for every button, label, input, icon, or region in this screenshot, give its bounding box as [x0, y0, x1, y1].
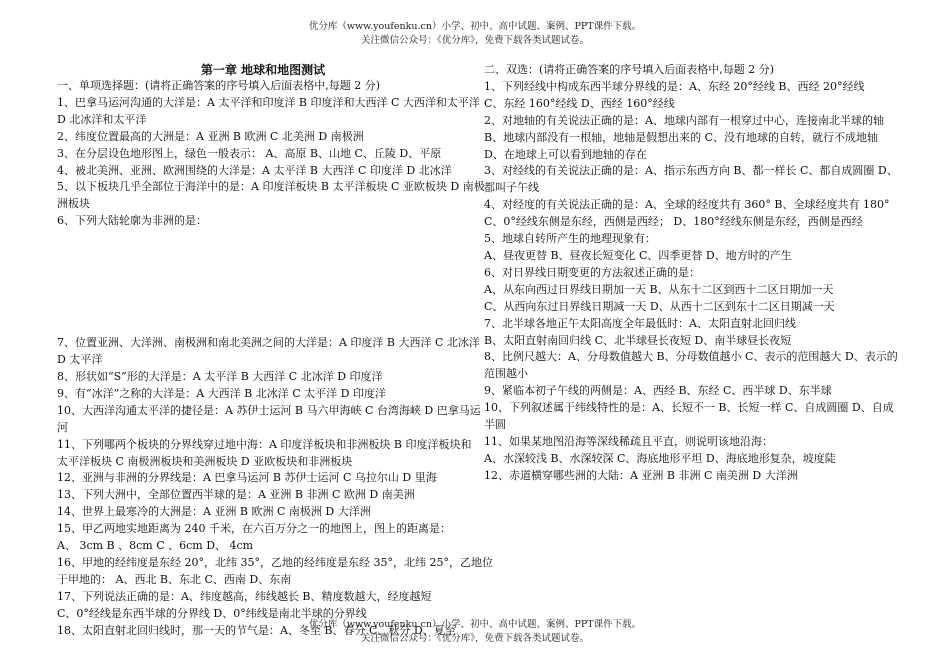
text-line: 河: [57, 420, 68, 434]
text-line: A、昼夜更替 B、昼夜长短变化 C、四季更替 D、地方时的产生: [484, 248, 792, 262]
text-line: 10、大西洋沟通太平洋的捷径是：A 苏伊士运河 B 马六甲海峡 C 台湾海峡 D 巴拿马运: [57, 403, 481, 417]
footer-line-1: 优分库（www.youfenku.cn）小学、初中、高中试题、案例、PPT课件下载。: [308, 619, 642, 630]
text-line: 8、形状如“S”形的大洋是：A 太平洋 B 大西洋 C 北冰洋 D 印度洋: [57, 369, 383, 383]
text-line: A、从东向西过日界线日期加一天 B、从东十二区到西十二区日期加一天: [484, 282, 834, 296]
text-line: 12、赤道横穿哪些洲的大陆：A 亚洲 B 非洲 C 南美洲 D 大洋洲: [484, 468, 798, 482]
text-line: 7、位置亚洲、大洋洲、南极洲和南北美洲之间的大洋是：A 印度洋 B 大西洋 C 北冰洋: [57, 336, 480, 350]
text-line: D 北冰洋和太平洋: [57, 112, 147, 126]
text-line: 2、对地轴的有关说法正确的是：A、地球内部有一根穿过中心，连接南北半球的轴: [484, 113, 884, 127]
text-line: 4、对经度的有关说法正确的是：A、全球的经度共有 360° B、全球经度共有 180°: [484, 198, 890, 212]
text-line: 11、如果某地图沿海等深线稀疏且平直，则说明该地沿海：: [484, 434, 773, 448]
text-line: 3、对经线的有关说法正确的是：A、指示东西方向 B、都一样长 C、都自成圆圈 D、: [484, 164, 898, 178]
text-line: A、水深较浅 B、水深较深 C、海底地形平坦 D、海底地形复杂，坡度陡: [484, 451, 836, 465]
text-line: 5、以下板块几乎全部位于海洋中的是：A 印度洋板块 B 太平洋板块 C 亚欧板块 D 南极: [57, 180, 485, 194]
page-footer: [0, 618, 950, 646]
text-line: 11、下列哪两个板块的分界线穿过地中海：A 印度洋板块和非洲板块 B 印度洋板块和: [57, 437, 472, 451]
text-line: 范围越小: [484, 367, 528, 381]
text-line: 一、单项选择题：(请将正确答案的序号填入后面表格中,每题 2 分): [57, 79, 381, 92]
text-line: 2、纬度位置最高的大洲是：A 亚洲 B 欧洲 C 北美洲 D 南极洲: [57, 129, 364, 143]
text-line: 6、对日界线日期变更的方法叙述正确的是：: [484, 265, 700, 279]
text-line: 9、紧临本初子午线的两侧是：A、西经 B、东经 C、西半球 D、东半球: [484, 384, 832, 398]
page-title: 第一章 地球和地图测试: [200, 63, 326, 77]
text-line: 太平洋板块 C 南极洲板块和美洲板块 D 亚欧板块和非洲板块: [57, 454, 353, 468]
text-line: 18、太阳直射北回归线时，那一天的节气是：A、冬至 B、春分 C、秋分 D、夏至: [57, 623, 456, 637]
text-line: 12、亚洲与非洲的分界线是：A 巴拿马运河 B 苏伊士运河 C 乌拉尔山 D 里海: [57, 471, 437, 485]
text-line: 1、下列经线中构成东西半球分界线的是：A、东经 20°经线 B、西经 20°经线: [484, 79, 865, 93]
text-line: 17、下列说法正确的是：A、纬度越高，纬线越长 B、精度数越大，经度越短: [57, 589, 432, 603]
text-line: C、从西向东过日界线日期减一天 D、从西十二区到东十二区日期减一天: [484, 299, 835, 313]
footer-line-2: 关注微信公众号：《优分库》，免费下载各类试题试卷。: [360, 633, 589, 644]
text-line: 4、被北美洲、亚洲、欧洲围绕的大洋是：A 太平洋 B 大西洋 C 印度洋 D 北冰洋: [57, 163, 452, 177]
header-line-1: 优分库（www.youfenku.cn）小学、初中、高中试题、案例、PPT课件下载。: [308, 21, 642, 32]
text-line: C、东经 160°经线 D、西经 160°经线: [484, 96, 675, 110]
text-line: B、地球内部没有一根轴，地轴是假想出来的 C、没有地球的自转，就行不成地轴: [484, 130, 878, 144]
text-line: A、 3cm B 、8cm C 、6cm D、 4cm: [57, 539, 254, 553]
text-line: 15、甲乙两地实地距离为 240 千米，在六百万分之一的地图上，图上的距离是：: [57, 522, 451, 536]
text-line: 半圆: [484, 418, 506, 432]
page-header: [0, 20, 950, 48]
text-line: 二、双选：(请将正确答案的序号填入后面表格中,每题 2 分): [484, 63, 775, 76]
text-line: 5、地球自转所产生的地理现象有：: [484, 232, 656, 246]
text-line: 1、巴拿马运河沟通的大洋是：A 太平洋和印度洋 B 印度洋和大西洋 C 大西洋和太平洋: [57, 95, 480, 109]
text-line: 8、比例尺越大：A、分母数值越大 B、分母数值越小 C、表示的范围越大 D、表示的: [484, 350, 898, 364]
text-line: 10、下列叙述属于纬线特性的是：A、长短不一 B、长短一样 C、自成圆圈 D、自成: [484, 401, 894, 415]
text-line: 7、北半球各地正午太阳高度全年最低时：A、太阳直射北回归线: [484, 316, 796, 330]
text-line: 于甲地的： A、西北 B、东北 C、西南 D、东南: [57, 572, 292, 586]
text-line: 9、有“冰洋”之称的大洋是：A 大西洋 B 北冰洋 C 太平洋 D 印度洋: [57, 386, 386, 400]
text-line: 6、下列大陆轮廓为非洲的是：: [57, 214, 207, 228]
right-column: [484, 62, 900, 485]
text-line: D 太平洋: [57, 353, 103, 367]
header-line-2: 关注微信公众号：《优分库》，免费下载各类试题试卷。: [360, 35, 589, 46]
text-line: 14、世界上最寒冷的大洲是：A 亚洲 B 欧洲 C 南极洲 D 大洋洲: [57, 505, 371, 519]
text-line: C、0°经线东侧是东经，西侧是西经； D、180°经线东侧是东经，西侧是西经: [484, 215, 863, 229]
text-line: 3、在分层设色地形图上，绿色一般表示： A、高原 B、山地 C、丘陵 D、平原: [57, 146, 442, 160]
text-line: 13、下列大洲中，全部位置西半球的是：A 亚洲 B 非洲 C 欧洲 D 南美洲: [57, 488, 415, 502]
text-line: 16、甲地的经纬度是东经 20°，北纬 35°，乙地的经纬度是东经 35°，北纬 25°，乙地位: [57, 555, 493, 569]
map-image-area: [57, 230, 469, 335]
text-line: 洲板块: [57, 197, 90, 211]
text-line: 都叫子午线: [484, 181, 539, 195]
text-line: C、0°经线是东西半球的分界线 D、0°纬线是南北半球的分界线: [57, 606, 367, 620]
right-lines: [484, 62, 900, 485]
text-line: D、在地球上可以看到地轴的存在: [484, 147, 647, 161]
text-line: B、太阳直射南回归线 C、北半球昼长夜短 D、南半球昼长夜短: [484, 333, 792, 347]
left-top-lines: [57, 78, 485, 230]
